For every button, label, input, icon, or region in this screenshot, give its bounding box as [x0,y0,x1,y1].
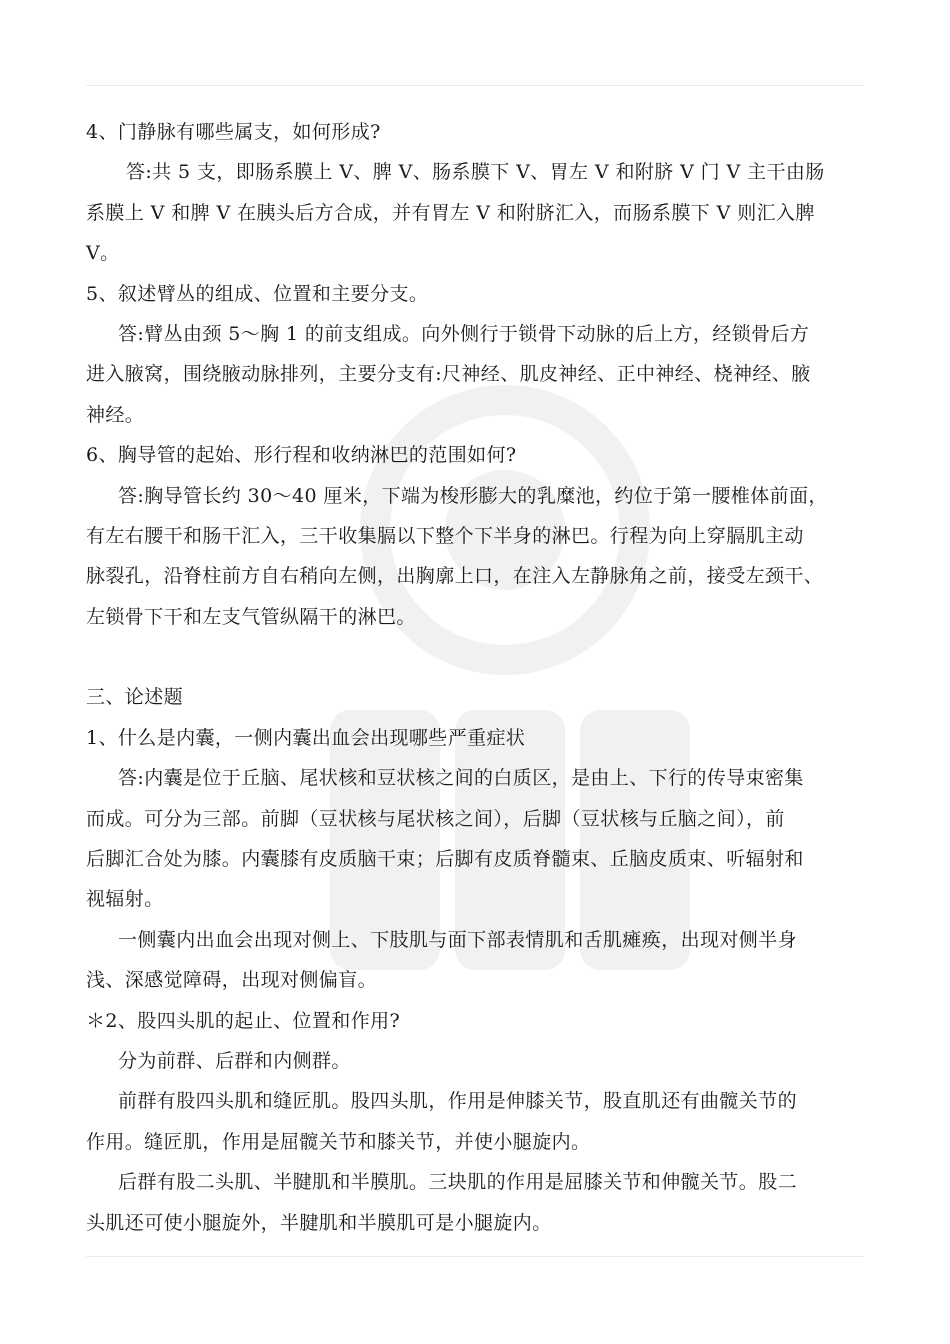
answer-paragraph-start: 答:胸导管长约 30～40 厘米，下端为梭形膨大的乳糜池，约位于第一腰椎体前面， [118,484,828,507]
answer-paragraph-line: 进入腋窝，围绕腋动脉排列，主要分支有:尺神经、肌皮神经、正中神经、桡神经、腋 [86,363,811,386]
question-heading: 4、门静脉有哪些属支，如何形成? [86,121,381,143]
answer-paragraph-line: 后脚汇合处为膝。内囊膝有皮质脑干束；后脚有皮质脊髓束、丘脑皮质束、听辐射和 [86,847,804,870]
answer-paragraph-start: 一侧囊内出血会出现对侧上、下肢肌与面下部表情肌和舌肌瘫痪，出现对侧半身 [118,928,798,951]
question-heading: 6、胸导管的起始、形行程和收纳淋巴的范围如何? [86,444,517,467]
answer-paragraph-start: 前群有股四头肌和缝匠肌。股四头肌，作用是伸膝关节，股直肌还有曲髋关节的 [118,1090,798,1113]
answer-paragraph-line: 系膜上 V 和脾 V 在胰头后方合成，并有胃左 V 和附脐汇入，而肠系膜下 V 则汇入脾 [86,201,815,224]
document-body [86,112,876,1243]
answer-paragraph-line: 作用。缝匠肌，作用是屈髋关节和膝关节，并使小腿旋内。 [86,1130,591,1153]
question-heading: 1、什么是内囊，一侧内囊出血会出现哪些严重症状 [86,726,526,749]
answer-paragraph-start: 后群有股二头肌、半腱肌和半膜肌。三块肌的作用是屈膝关节和伸髋关节。股二 [118,1171,798,1194]
answer-paragraph-start: 答:共 5 支，即肠系膜上 V、脾 V、肠系膜下 V、胃左 V 和附脐 V 门 V 主干由肠 [126,161,825,184]
answer-paragraph-line: 头肌还可使小腿旋外，半腱肌和半膜肌可是小腿旋内。 [86,1211,552,1234]
answer-paragraph-line: 浅、深感觉障碍，出现对侧偏盲。 [86,969,378,992]
answer-paragraph-start: 答:臂丛由颈 5～胸 1 的前支组成。向外侧行于锁骨下动脉的后上方，经锁骨后方 [118,323,810,346]
answer-paragraph-line: 脉裂孔，沿脊柱前方自右稍向左侧，出胸廓上口，在注入左静脉角之前，接受左颈干、 [86,565,824,588]
answer-paragraph-line: 神经。 [86,403,145,426]
answer-paragraph-line: 左锁骨下干和左支气管纵隔干的淋巴。 [86,605,416,628]
answer-paragraph-start: 分为前群、后群和内侧群。 [118,1049,351,1072]
answer-paragraph-start: 答:内囊是位于丘脑、尾状核和豆状核之间的白质区，是由上、下行的传导束密集 [118,767,804,790]
section-heading: 三、论述题 [86,686,184,709]
section-spacer [86,637,876,677]
question-heading: 5、叙述臂丛的组成、位置和主要分支。 [86,282,429,305]
answer-paragraph-line: 视辐射。 [86,888,164,911]
answer-paragraph-line: 而成。可分为三部。前脚（豆状核与尾状核之间），后脚（豆状核与丘脑之间），前 [86,807,785,830]
answer-paragraph-line: 有左右腰干和肠干汇入，三干收集膈以下整个下半身的淋巴。行程为向上穿膈肌主动 [86,525,804,548]
top-divider [86,85,864,86]
bottom-divider [86,1256,864,1257]
question-heading: ＊2、股四头肌的起止、位置和作用? [86,1009,401,1032]
answer-paragraph-line: V。 [86,242,120,265]
